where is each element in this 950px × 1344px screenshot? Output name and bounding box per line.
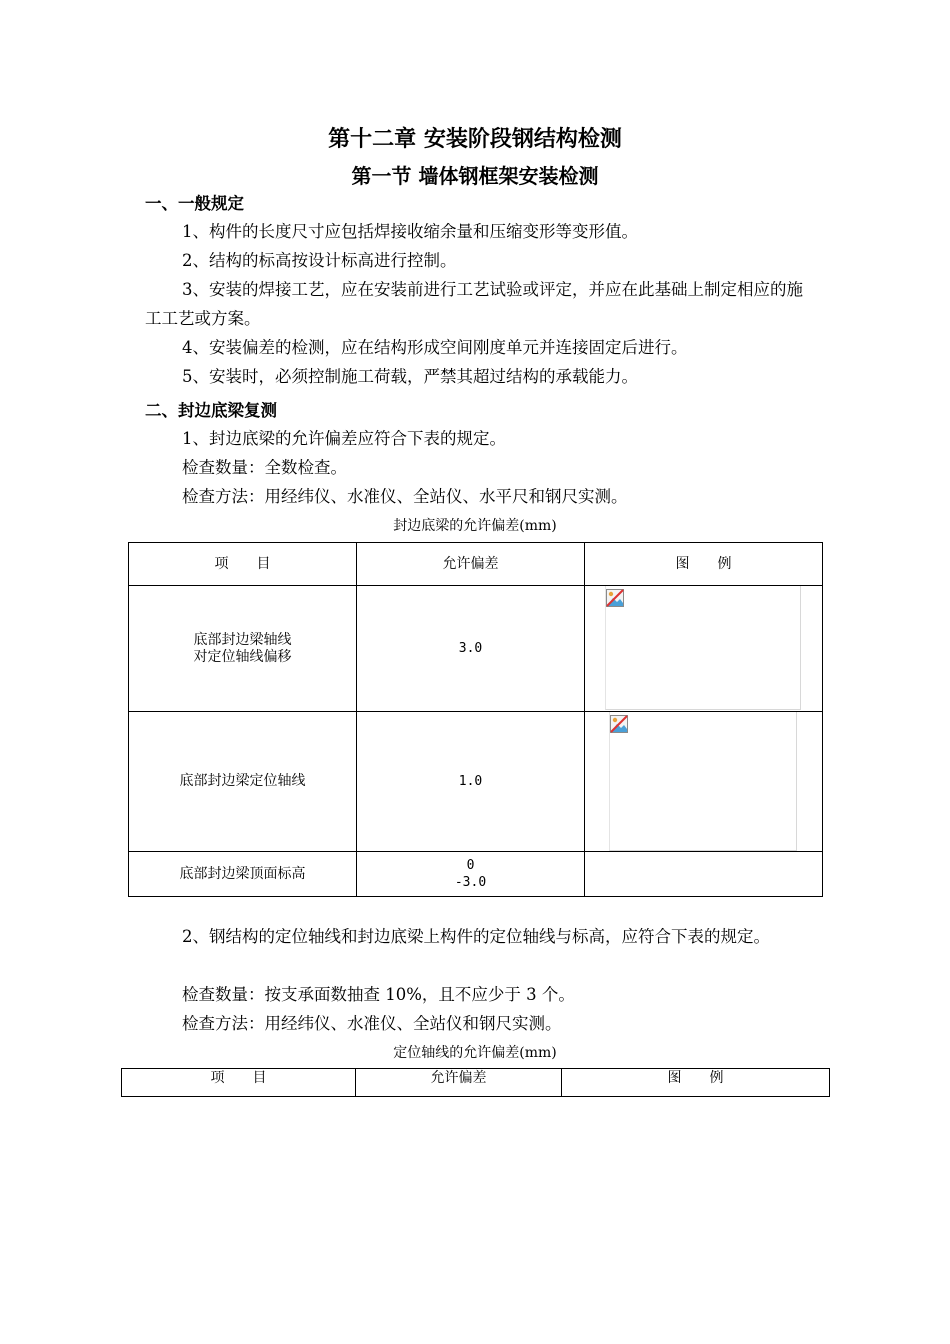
diagram-image-frame <box>605 586 801 710</box>
table1-row1-value: 3.0 <box>357 586 585 712</box>
part1-item-2: 2、结构的标高按设计标高进行控制。 <box>182 251 457 270</box>
diagram-image-frame <box>609 712 797 851</box>
part2-item-2: 2、钢结构的定位轴线和封边底梁上构件的定位轴线与标高，应符合下表的规定。 <box>182 927 770 946</box>
section-title: 第一节 墙体钢框架安装检测 <box>351 164 599 188</box>
broken-image-icon <box>610 715 628 733</box>
part1-item-1: 1、构件的长度尺寸应包括焊接收缩余量和压缩变形等变形值。 <box>182 222 638 241</box>
table1-header-item: 项 目 <box>129 543 357 586</box>
table2-caption: 定位轴线的允许偏差(mm) <box>393 1045 557 1061</box>
tolerance-table-2 <box>121 1068 830 1097</box>
part1-item-5: 5、安装时，必须控制施工荷载，严禁其超过结构的承载能力。 <box>182 367 638 386</box>
table1-row3-item: 底部封边梁顶面标高 <box>129 852 357 897</box>
part1-heading: 一、一般规定 <box>145 194 244 213</box>
tolerance-table-1 <box>128 542 823 897</box>
table1-row2-diagram <box>585 712 823 852</box>
table1-row1-item <box>129 586 357 712</box>
part2-heading: 二、封边底梁复测 <box>145 401 277 420</box>
part2-check-quantity-2: 检查数量：按支承面数抽查 10%，且不应少于 3 个。 <box>182 985 575 1004</box>
part1-item-3: 3、安装的焊接工艺，应在安装前进行工艺试验或评定，并应在此基础上制定相应的施工工艺或方案。 <box>145 280 803 328</box>
table1-header-tolerance: 允许偏差 <box>357 543 585 586</box>
table2-header-tolerance: 允许偏差 <box>356 1069 562 1097</box>
chapter-title: 第十二章 安装阶段钢结构检测 <box>328 127 622 152</box>
table2-header-diagram: 图 例 <box>562 1069 830 1097</box>
broken-image-icon <box>606 589 624 607</box>
table1-row3-diagram <box>585 852 823 897</box>
table1-row1-item-line1: 底部封边梁轴线 <box>193 631 292 648</box>
part2-check-method: 检查方法：用经纬仪、水准仪、全站仪、水平尺和钢尺实测。 <box>182 487 628 506</box>
part1-item-4: 4、安装偏差的检测，应在结构形成空间刚度单元并连接固定后进行。 <box>182 338 688 357</box>
table1-row1-diagram <box>585 586 823 712</box>
table1-caption: 封边底梁的允许偏差(mm) <box>393 518 557 534</box>
table1-row2-value: 1.0 <box>357 712 585 852</box>
table1-row1-item-line2: 对定位轴线偏移 <box>193 648 292 665</box>
table1-row2-item: 底部封边梁定位轴线 <box>129 712 357 852</box>
part2-check-quantity: 检查数量：全数检查。 <box>182 458 347 477</box>
table1-row3-value <box>357 852 585 897</box>
part2-check-method-2: 检查方法：用经纬仪、水准仪、全站仪和钢尺实测。 <box>182 1014 562 1033</box>
table1-header-diagram: 图 例 <box>585 543 823 586</box>
part2-item-1: 1、封边底梁的允许偏差应符合下表的规定。 <box>182 429 506 448</box>
table1-row3-value-upper: 0 <box>466 858 475 873</box>
table2-header-item: 项 目 <box>122 1069 356 1097</box>
table1-row3-value-lower: -3.0 <box>454 875 487 890</box>
